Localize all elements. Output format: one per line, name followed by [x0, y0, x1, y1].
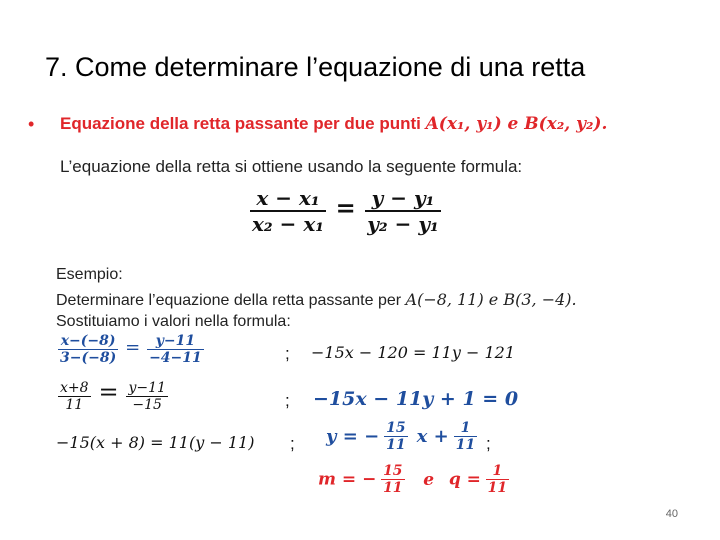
step3-f1-num: 15 [386, 420, 406, 436]
q-den: 11 [487, 480, 508, 496]
step2-fraction-right [126, 380, 167, 413]
step2-fractions [58, 378, 168, 413]
step3-separator: ; [290, 434, 295, 453]
m-num: 15 [383, 463, 403, 479]
formula-num-right: y − y₁ [365, 186, 440, 212]
formula-den-right: y₂ − y₁ [367, 212, 439, 236]
m-den: 11 [383, 480, 403, 496]
step1-fraction-right [147, 333, 204, 366]
step3-f2-den: 11 [455, 437, 476, 453]
step3-left: −15(x + 8) = 11(y − 11) [56, 433, 255, 452]
page-number: 40 [665, 508, 678, 520]
q-fraction [486, 463, 509, 496]
example-line1 [56, 290, 577, 310]
step3-f1-den: 11 [386, 437, 406, 453]
step2-separator: ; [285, 391, 290, 410]
step1-den-right: −4−11 [149, 350, 202, 366]
step1-den-left: 3−(−8) [60, 350, 117, 366]
slope-intercept-values [318, 463, 509, 496]
q-num: 1 [486, 463, 509, 480]
e-label: e [423, 469, 435, 490]
step2-den-right: −15 [132, 396, 162, 413]
formula-num-left: x − x₁ [250, 186, 326, 212]
step2-equals: = [98, 378, 119, 406]
formula-fraction-left [250, 186, 326, 236]
heading-text: Equazione della retta passante per due punti [60, 114, 421, 133]
step1-fraction-left [58, 333, 118, 366]
step3-fraction2 [454, 420, 477, 453]
step2-fraction-left [58, 380, 91, 413]
heading-points: A(x₁, y₁) e B(x₂, y₂). [425, 114, 608, 134]
step2-den-left: 11 [65, 396, 84, 413]
formula-fraction-right [365, 186, 440, 236]
step2-result: −15x − 11y + 1 = 0 [313, 388, 519, 410]
two-point-formula [250, 186, 441, 236]
step3-f2-num: 1 [454, 420, 477, 437]
slide-title: 7. Come determinare l’equazione di una retta [45, 52, 586, 82]
m-label: m = − [318, 469, 377, 490]
step3-y: y = − [326, 426, 380, 447]
section-heading [60, 114, 607, 134]
formula-equals: = [335, 193, 356, 223]
example-points: A(−8, 11) e B(3, −4). [405, 290, 577, 309]
example-line2: Sostituiamo i valori nella formula: [56, 313, 291, 330]
m-fraction [381, 463, 404, 496]
step3-x: x + [416, 426, 449, 447]
step3-end-separator: ; [486, 434, 491, 453]
step1-fractions [58, 333, 204, 366]
example-line1-text: Determinare l’equazione della retta passante per [56, 292, 402, 309]
step3-fraction1 [384, 420, 407, 453]
step3-solution [326, 420, 477, 453]
formula-den-left: x₂ − x₁ [252, 212, 325, 236]
step1-num-right: y−11 [147, 333, 204, 350]
intro-text: L’equazione della retta si ottiene usando la seguente formula: [60, 157, 523, 176]
step1-equals: = [125, 337, 141, 359]
step2-num-right: y−11 [128, 379, 166, 396]
step2-num-left: x+8 [60, 379, 89, 396]
step1-separator: ; [285, 344, 290, 363]
example-label: Esempio: [56, 266, 123, 283]
q-label: q = [448, 469, 481, 490]
step1-num-left: x−(−8) [58, 333, 118, 350]
step1-result: −15x − 120 = 11y − 121 [311, 343, 515, 362]
bullet-dot: • [28, 114, 35, 134]
